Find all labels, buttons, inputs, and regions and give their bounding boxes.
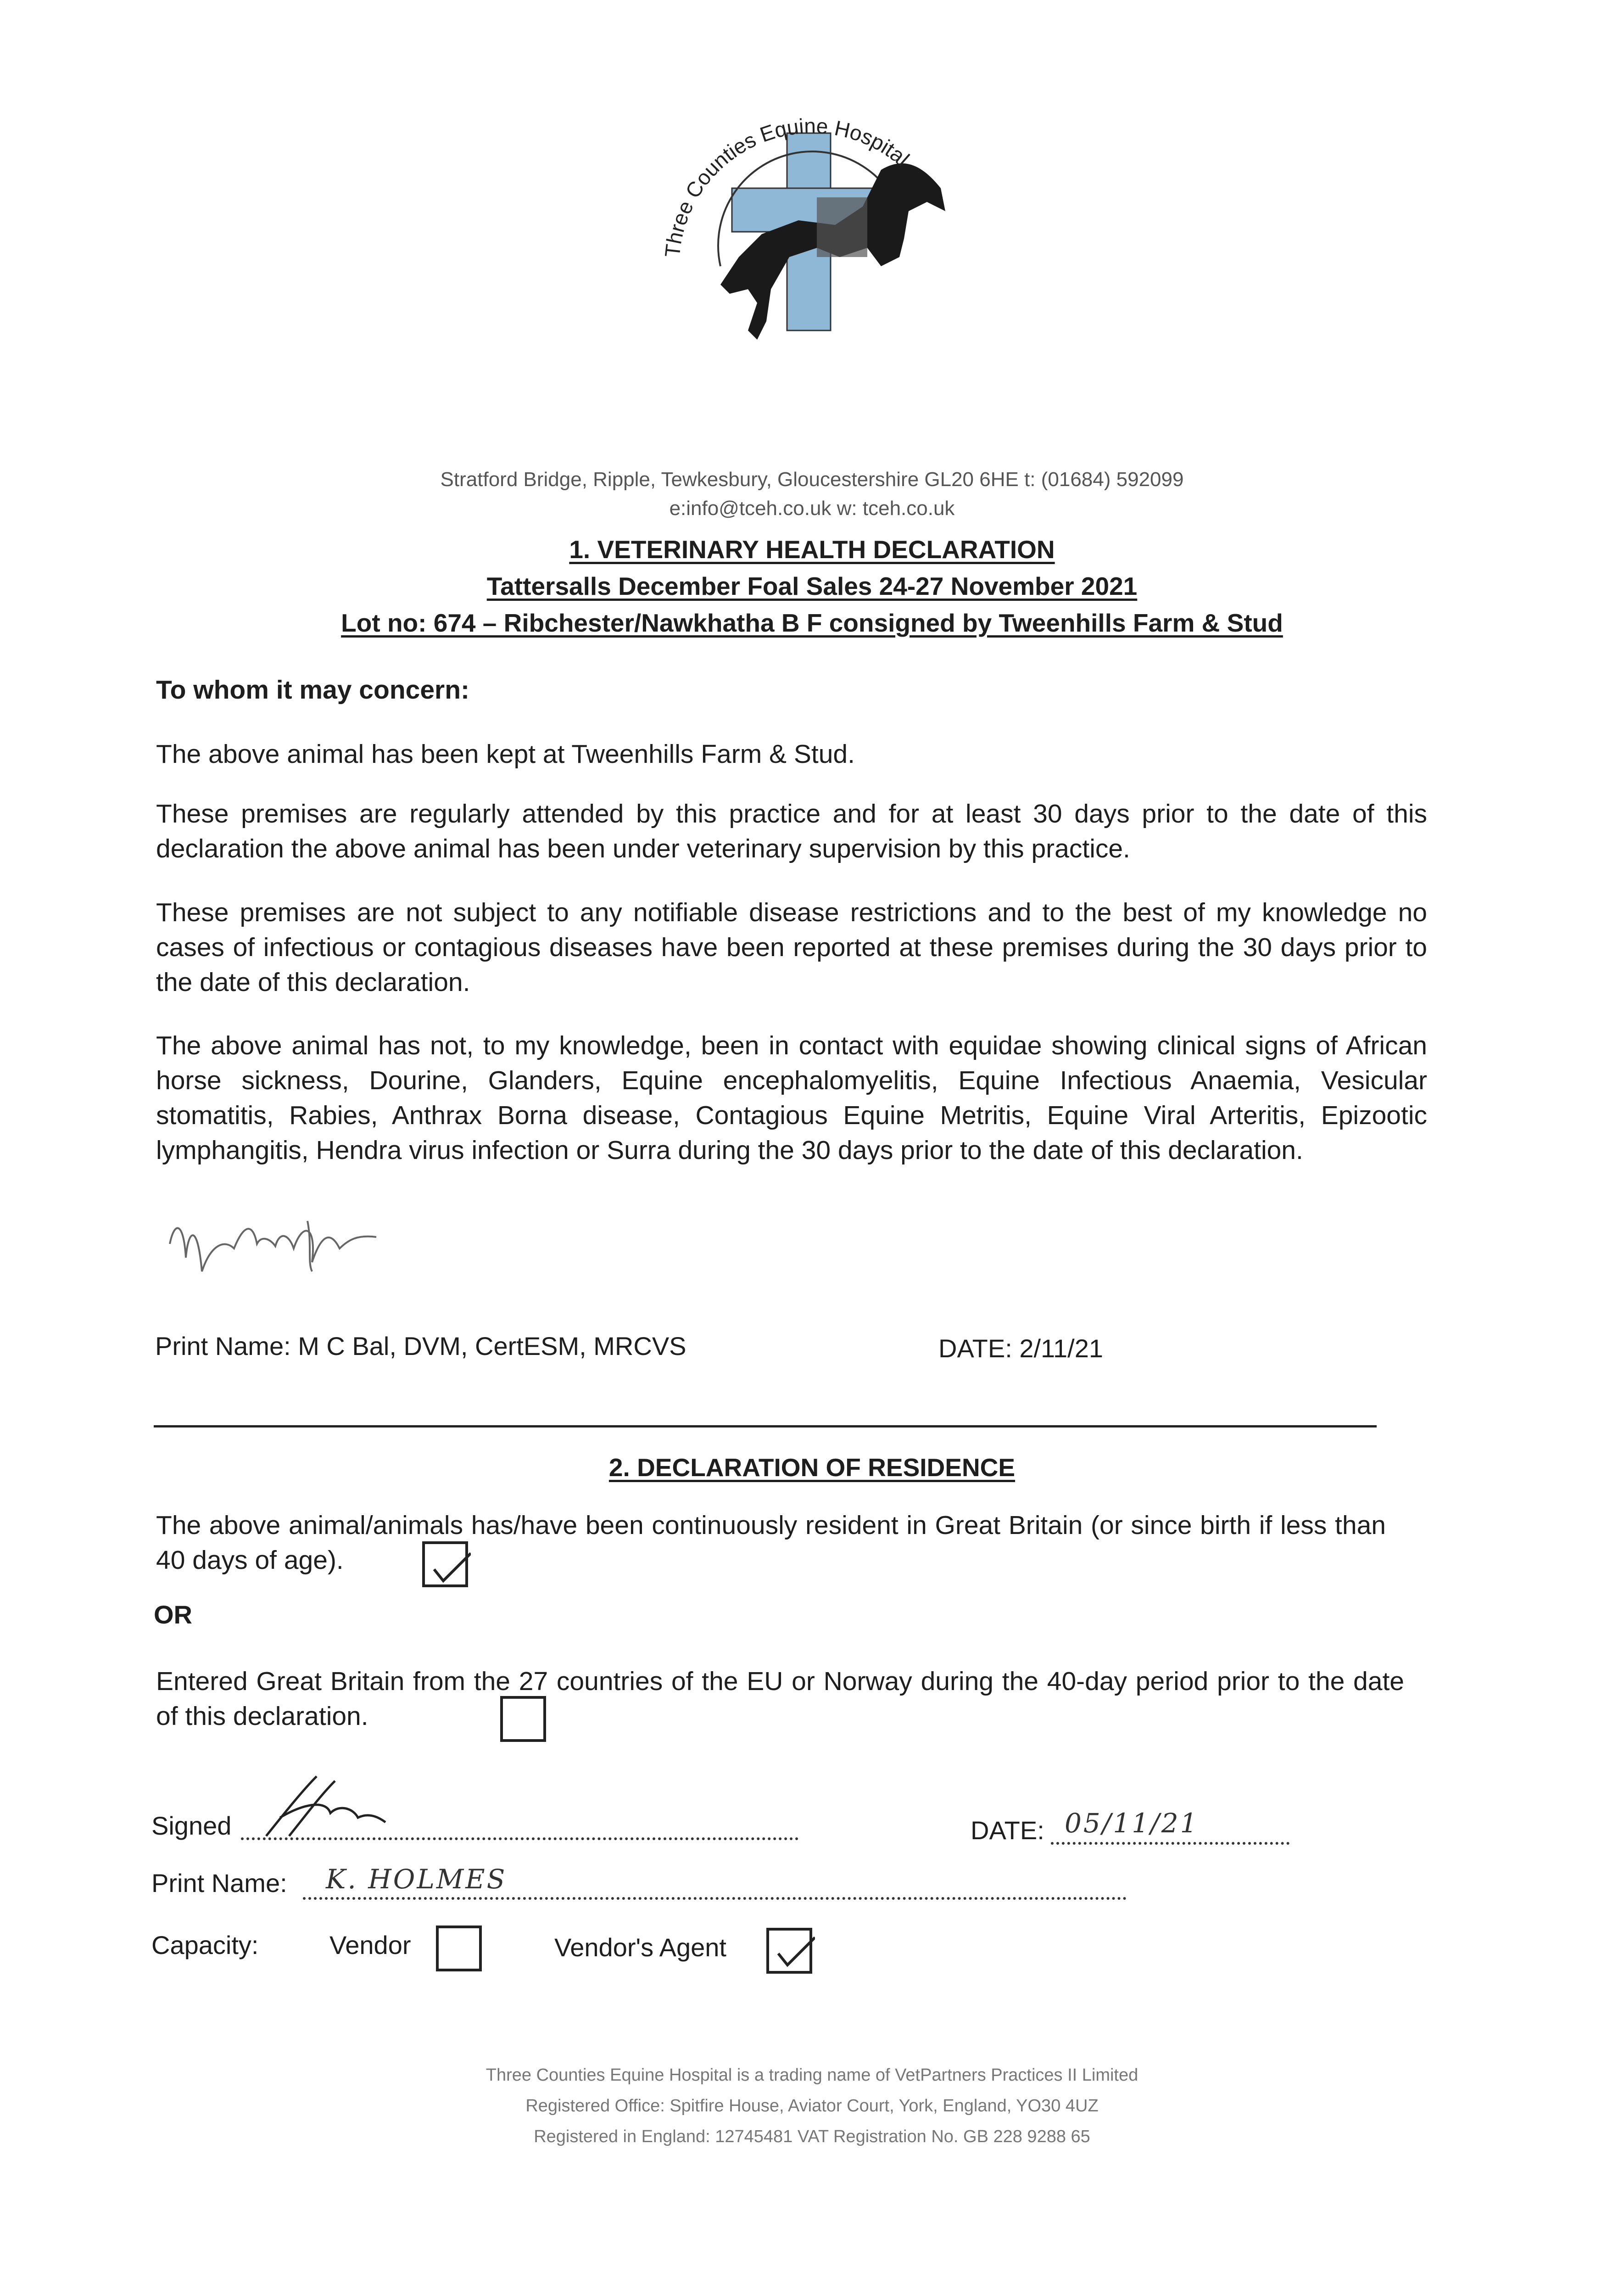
residence-option-2: Entered Great Britain from the 27 countries of the EU or Norway during the 40-day period prior to the date of this declaration. [156, 1667, 1404, 1731]
vendors-agent-label: Vendor's Agent [554, 1933, 726, 1962]
lot-line: Lot no: 674 – Ribchester/Nawkhatha B F consigned by Tweenhills Farm & Stud [341, 609, 1283, 637]
footer-registered-office: Registered Office: Spitfire House, Aviator Court, York, England, YO30 4UZ [525, 2096, 1099, 2116]
hospital-logo [624, 73, 1000, 376]
sale-subtitle: Tattersalls December Foal Sales 24-27 November 2021 [486, 572, 1138, 600]
date-label: DATE: [971, 1816, 1044, 1845]
capacity-label: Capacity: [151, 1931, 259, 1959]
vendor-signature [248, 1772, 404, 1841]
checkmark-icon [425, 1544, 471, 1590]
print-name-label: Print Name: [151, 1869, 287, 1898]
greeting: To whom it may concern: [156, 675, 470, 705]
section1-title: 1. VETERINARY HEALTH DECLARATION [569, 535, 1055, 564]
vet-date: DATE: 2/11/21 [938, 1334, 1103, 1363]
print-name-value: K. HOLMES [326, 1864, 507, 1895]
vet-signature [165, 1203, 413, 1294]
paragraph-2: These premises are regularly attended by this practice and for at least 30 days prior to the date of this declaration the above animal has been under veterinary supervision by this practice. [156, 799, 1427, 863]
option2-checkbox[interactable] [500, 1696, 546, 1742]
paragraph-1: The above animal has been kept at Tweenhills Farm & Stud. [156, 739, 855, 769]
option1-checkbox[interactable] [422, 1541, 468, 1587]
paragraph-3: These premises are not subject to any notifiable disease restrictions and to the best of my knowledge no cases of infectious or contagious diseases have been reported at these premises during the 30 days prior to the date of this declaration. [156, 898, 1427, 997]
contact-line: e:info@tceh.co.uk w: tceh.co.uk [669, 497, 955, 520]
checkmark-icon [769, 1931, 815, 1976]
date-line[interactable] [1051, 1842, 1289, 1845]
print-name-line[interactable] [303, 1897, 1127, 1900]
footer-registration: Registered in England: 12745481 VAT Registration No. GB 228 9288 65 [534, 2127, 1090, 2146]
signed-label: Signed [151, 1811, 232, 1840]
section-divider [154, 1425, 1377, 1427]
or-label: OR [154, 1600, 192, 1629]
residence-option-1: The above animal/animals has/have been continuously resident in Great Britain (or since birth if less than 40 days of age). [156, 1511, 1386, 1575]
date-value: 05/11/21 [1065, 1808, 1199, 1839]
paragraph-4: The above animal has not, to my knowledge, been in contact with equidae showing clinical signs of African horse sickness, Dourine, Glanders, Equine encephalomyelitis, Equine Infectious Anaemia, Vesicular stomatitis, Rabies, Anthrax Borna disease, Contagious Equine Metritis, Equine Viral Arteritis, Epizootic lymphangitis, Hendra virus infection or Surra during the 30 days prior to the date of this declaration. [156, 1031, 1427, 1165]
vet-print-name: Print Name: M C Bal, DVM, CertESM, MRCVS [155, 1332, 686, 1360]
vendors-agent-checkbox[interactable] [766, 1928, 812, 1974]
address-line: Stratford Bridge, Ripple, Tewkesbury, Gloucestershire GL20 6HE t: (01684) 592099 [440, 468, 1184, 491]
vendor-label: Vendor [329, 1931, 411, 1959]
footer-trading-name: Three Counties Equine Hospital is a trading name of VetPartners Practices II Limited [486, 2066, 1138, 2085]
vendor-checkbox[interactable] [436, 1926, 482, 1971]
logo-text: Three Counties Equine Hospital [660, 113, 914, 258]
section2-title: 2. DECLARATION OF RESIDENCE [608, 1453, 1016, 1482]
